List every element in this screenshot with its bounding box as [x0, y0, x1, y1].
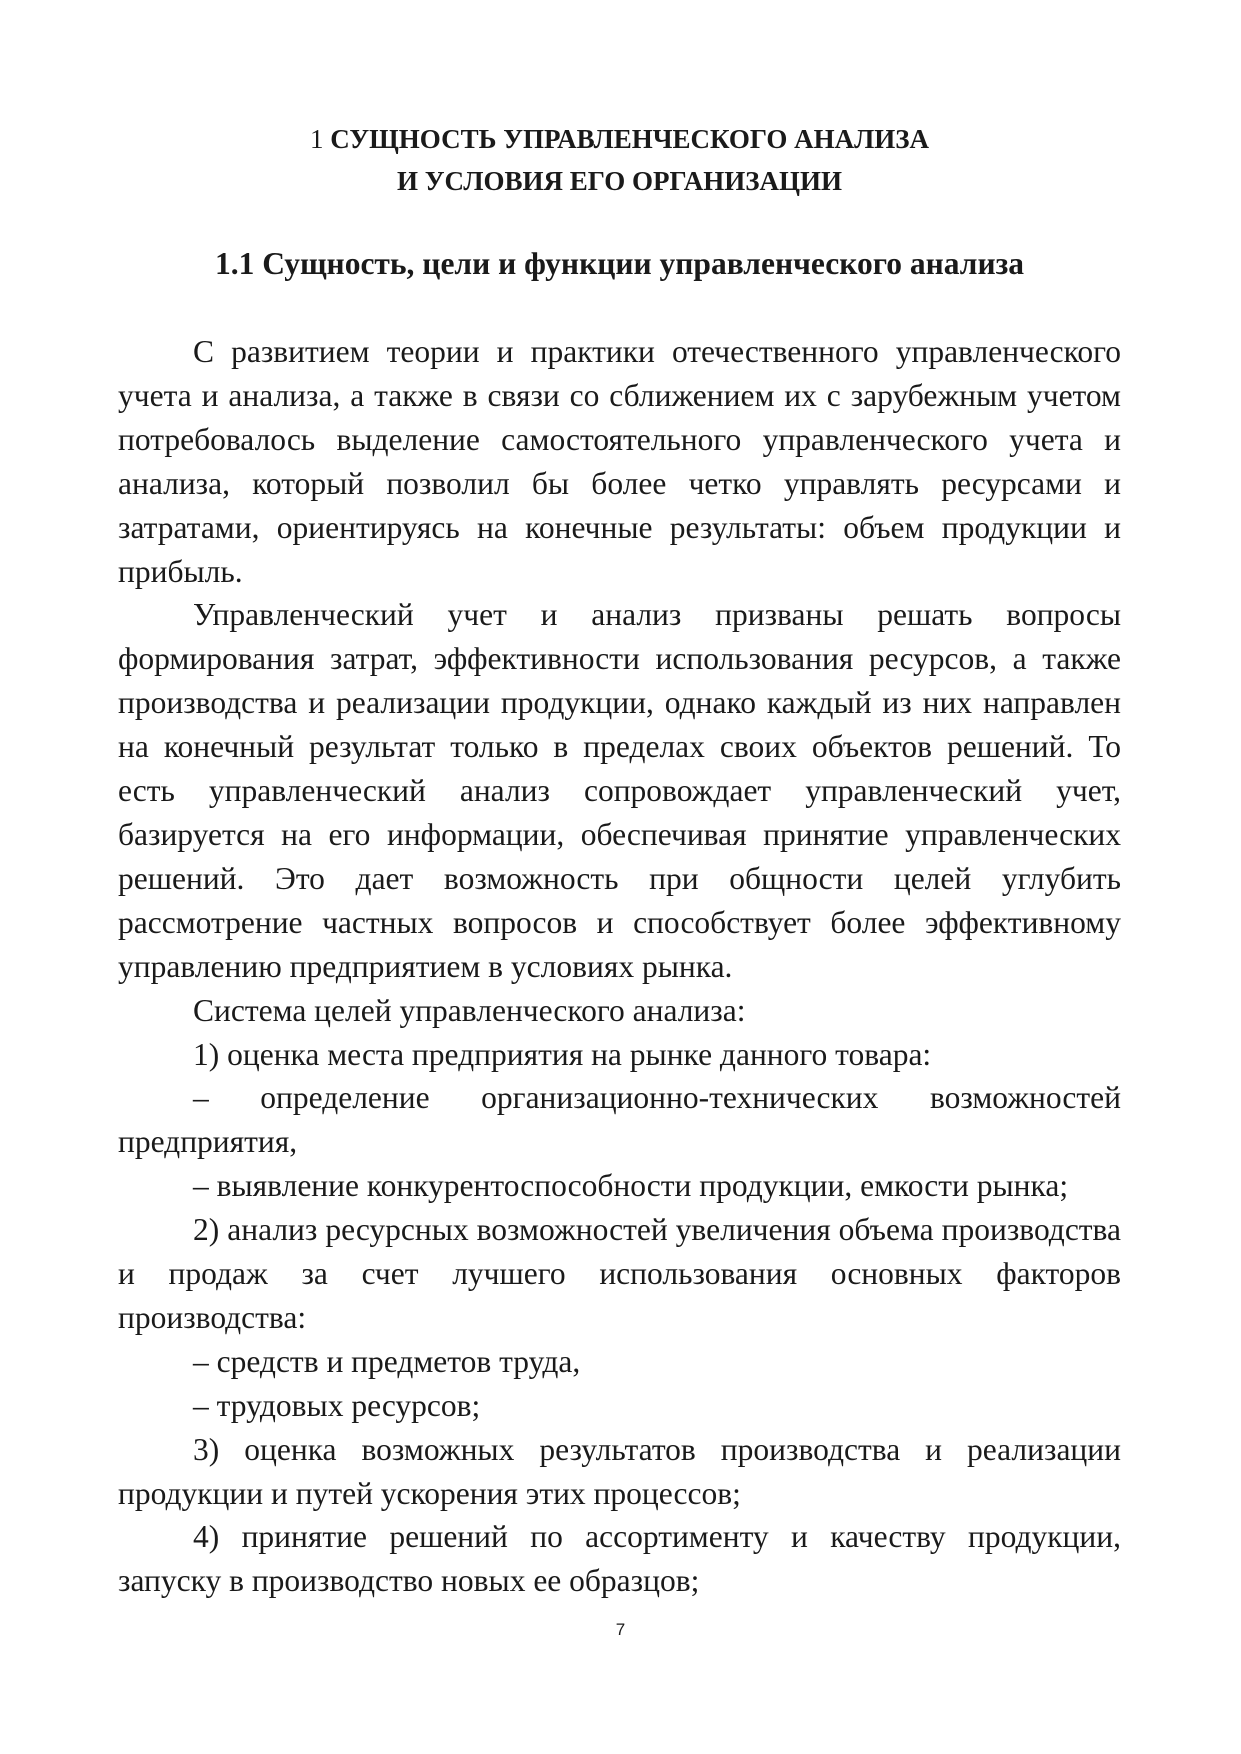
list-item-4: 4) принятие решений по ассортименту и качеству продукции, запуску в производство новых ее образцов; — [118, 1519, 1121, 1599]
list-item-1: 1) оценка места предприятия на рынке данного товара: — [193, 1036, 932, 1072]
list-subitem-2b: – трудовых ресурсов; — [193, 1387, 481, 1423]
page-number: 7 — [615, 1620, 626, 1639]
list-item-2: 2) анализ ресурсных возможностей увеличения объема производства и продаж за счет лучшего использования основных факторов производства: — [118, 1212, 1121, 1335]
section-title: 1.1 Сущность, цели и функции управленческого анализа — [214, 246, 1025, 281]
chapter-title-line-2: И УСЛОВИЯ ЕГО ОРГАНИЗАЦИИ — [396, 166, 843, 196]
list-subitem-2a: – средств и предметов труда, — [193, 1343, 581, 1379]
paragraph-purpose: Управленческий учет и анализ призваны решать вопросы формирования затрат, эффективности использования ресурсов, а также производства и реализации продукции, однако каждый из них направлен на конечный результат только в пределах своих объектов решений. То есть управленческий анализ сопровождает управленческий учет, базируется на его информации, обеспечивая принятие управленческих решений. Это дает возможность при общности целей углубить рассмотрение частных вопросов и способствует более эффективному управлению предприятием в условиях рынка. — [118, 597, 1121, 984]
paragraph-goals-heading: Система целей управленческого анализа: — [193, 992, 746, 1028]
list-subitem-1a: – определение организационно-технических возможностей предприятия, — [118, 1080, 1121, 1160]
chapter-title — [118, 118, 1121, 202]
list-subitem-1b: – выявление конкурентоспособности продукции, емкости рынка; — [193, 1168, 1069, 1204]
paragraph-intro: С развитием теории и практики отечественного управленческого учета и анализа, а также в связи со сближением их с зарубежным учетом потребовалось выделение самостоятельного управленческого учета и анализа, который позволил бы более четко управлять ресурсами и затратами, ориентируясь на конечные результаты: объем продукции и прибыль. — [118, 334, 1121, 589]
chapter-title-line-1 — [118, 118, 1121, 160]
list-item-3: 3) оценка возможных результатов производства и реализации продукции и путей ускорения этих процессов; — [118, 1431, 1121, 1511]
body-text — [118, 330, 1121, 1603]
chapter-number: 1 — [309, 124, 324, 154]
chapter-title-text-1: СУЩНОСТЬ УПРАВЛЕНЧЕСКОГО АНАЛИЗА — [330, 124, 930, 154]
